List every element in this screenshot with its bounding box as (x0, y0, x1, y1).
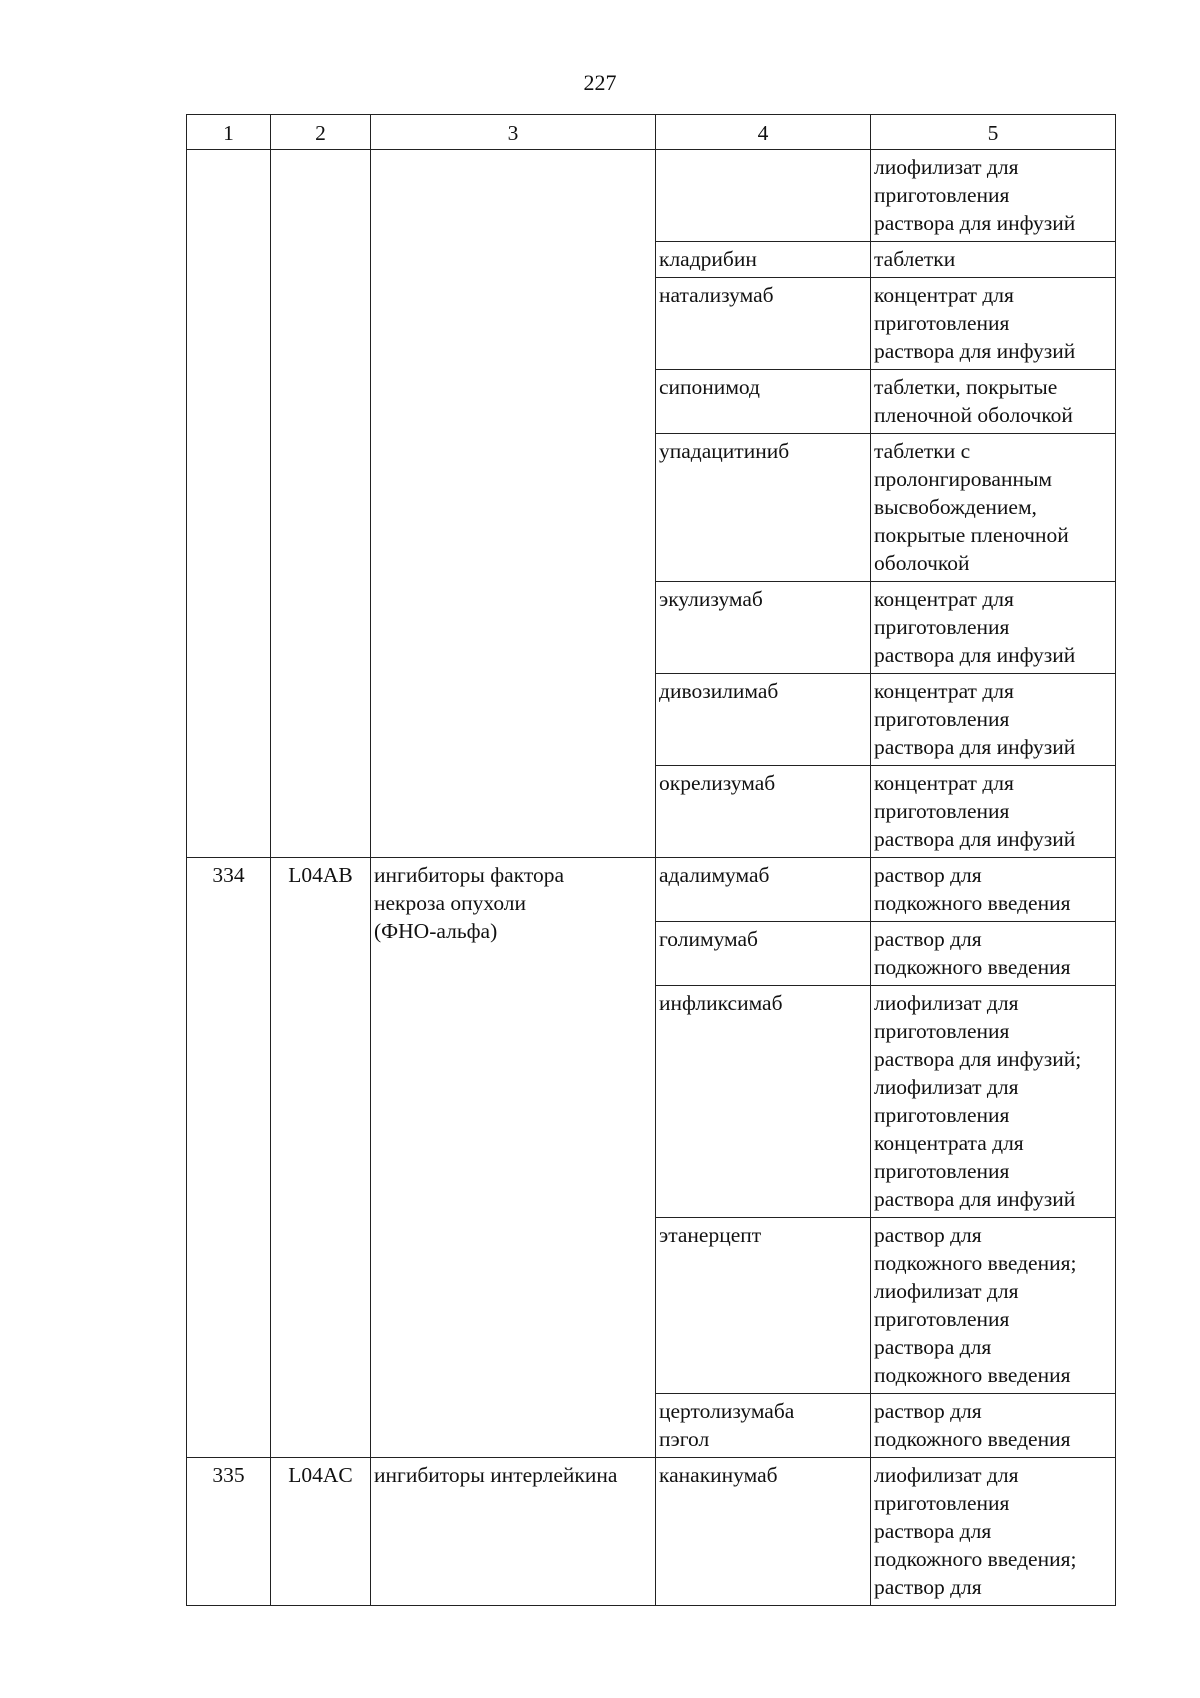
column-header-2: 2 (271, 115, 371, 150)
page-number: 227 (583, 70, 617, 95)
group-name-cell (371, 1458, 656, 1606)
column-header-5: 5 (871, 115, 1116, 150)
dosage-form: лиофилизат для приготовления раствора для подкожного введения; раствор для (874, 1463, 1077, 1599)
dosage-form-cell (871, 766, 1116, 858)
drug-name-cell (656, 674, 871, 766)
dosage-form: концентрат для приготовления раствора для инфузий (874, 587, 1076, 667)
drug-name-cell (656, 278, 871, 370)
dosage-form: раствор для подкожного введения (874, 927, 1071, 979)
atc-code: L04AB (288, 863, 353, 887)
dosage-form-cell (871, 986, 1116, 1218)
dosage-form: раствор для подкожного введения (874, 863, 1071, 915)
dosage-form: концентрат для приготовления раствора для инфузий (874, 679, 1076, 759)
table-body (187, 115, 1116, 1606)
column-header-1: 1 (187, 115, 271, 150)
drug-name: голимумаб (659, 927, 758, 951)
dosage-form-cell (871, 1218, 1116, 1394)
drug-name-cell (656, 242, 871, 278)
dosage-form-cell (871, 1394, 1116, 1458)
drug-name: инфликсимаб (659, 991, 783, 1015)
drug-name: кладрибин (659, 247, 757, 271)
row-number: 334 (212, 863, 245, 887)
drug-name: натализумаб (659, 283, 774, 307)
atc-code-cell (271, 150, 371, 858)
dosage-form-cell (871, 674, 1116, 766)
dosage-form-cell (871, 278, 1116, 370)
row-number-cell (187, 858, 271, 1458)
atc-code-cell (271, 858, 371, 1458)
drug-name-cell (656, 986, 871, 1218)
dosage-form: лиофилизат для приготовления раствора для инфузий (874, 155, 1076, 235)
drug-name: адалимумаб (659, 863, 770, 887)
dosage-form: концентрат для приготовления раствора для инфузий (874, 283, 1076, 363)
dosage-form-cell (871, 242, 1116, 278)
dosage-form-cell (871, 434, 1116, 582)
column-header-4: 4 (656, 115, 871, 150)
drug-name-cell (656, 1394, 871, 1458)
row-number: 335 (212, 1463, 245, 1487)
drug-name: дивозилимаб (659, 679, 779, 703)
drug-name-cell (656, 582, 871, 674)
dosage-form: таблетки, покрытые пленочной оболочкой (874, 375, 1073, 427)
atc-code: L04AC (288, 1463, 353, 1487)
drug-name-cell (656, 150, 871, 242)
drug-name-cell (656, 1458, 871, 1606)
table-header-row (187, 115, 1116, 150)
dosage-form-cell (871, 582, 1116, 674)
dosage-form-cell (871, 370, 1116, 434)
dosage-form: лиофилизат для приготовления раствора для инфузий; лиофилизат для приготовления концентрата для приготовления раствора для инфузий (874, 991, 1082, 1211)
dosage-form: раствор для подкожного введения; лиофилизат для приготовления раствора для подкожного введения (874, 1223, 1077, 1387)
dosage-form-cell (871, 1458, 1116, 1606)
table-row (187, 1458, 1116, 1606)
dosage-form: концентрат для приготовления раствора для инфузий (874, 771, 1076, 851)
column-header-3: 3 (371, 115, 656, 150)
atc-code-cell (271, 1458, 371, 1606)
dosage-form-cell (871, 858, 1116, 922)
table-row (187, 150, 1116, 242)
group-name-cell (371, 858, 656, 1458)
group-name-cell (371, 150, 656, 858)
row-number-cell (187, 150, 271, 858)
drug-name: экулизумаб (659, 587, 763, 611)
dosage-form: раствор для подкожного введения (874, 1399, 1071, 1451)
table-row (187, 858, 1116, 922)
dosage-form: таблетки (874, 247, 956, 271)
drug-name: цертолизумаба пэгол (659, 1399, 795, 1451)
drug-name: сипонимод (659, 375, 760, 399)
medicines-table (186, 114, 1116, 1606)
group-name: ингибиторы фактора некроза опухоли (ФНО-альфа) (374, 863, 565, 943)
row-number-cell (187, 1458, 271, 1606)
drug-name-cell (656, 1218, 871, 1394)
drug-name: этанерцепт (659, 1223, 762, 1247)
dosage-form: таблетки с пролонгированным высвобождением, покрытые пленочной оболочкой (874, 439, 1069, 575)
drug-name-cell (656, 858, 871, 922)
drug-name-cell (656, 370, 871, 434)
dosage-form-cell (871, 922, 1116, 986)
drug-name: канакинумаб (659, 1463, 778, 1487)
drug-name-cell (656, 922, 871, 986)
group-name: ингибиторы интерлейкина (374, 1463, 618, 1487)
drug-name: упадацитиниб (659, 439, 790, 463)
drug-name-cell (656, 434, 871, 582)
drug-name-cell (656, 766, 871, 858)
dosage-form-cell (871, 150, 1116, 242)
drug-name: окрелизумаб (659, 771, 776, 795)
